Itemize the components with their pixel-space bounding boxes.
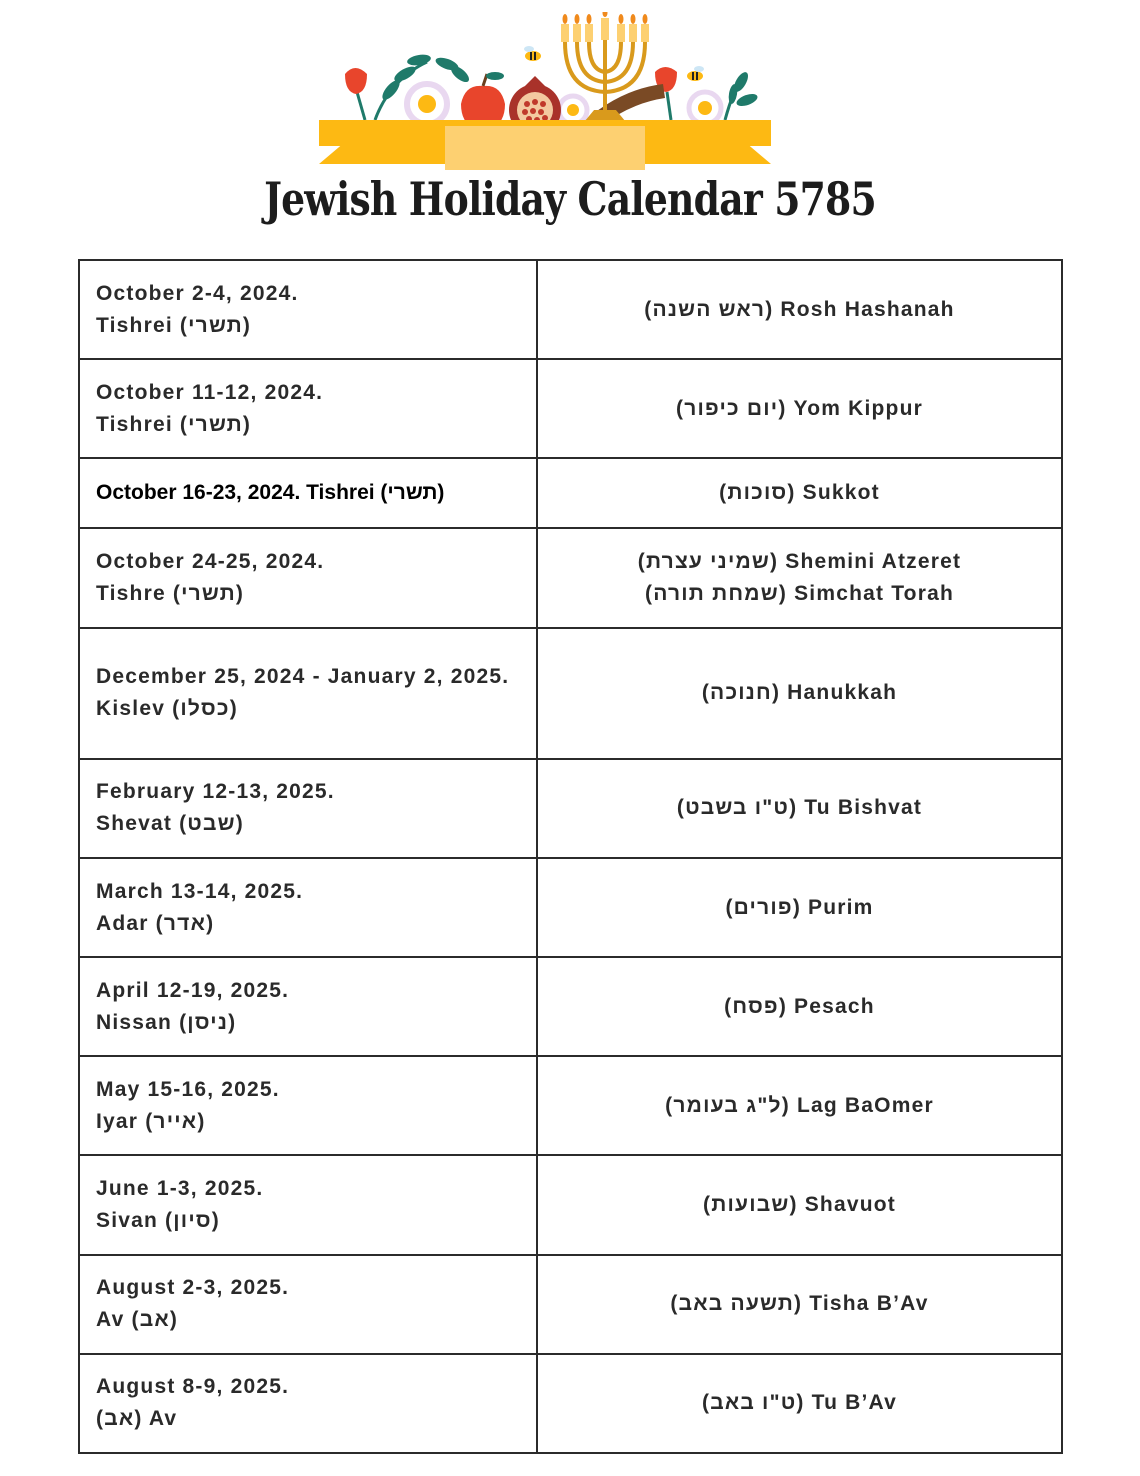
holiday-name: (שמיני עצרת) Shemini Atzeret	[637, 550, 962, 573]
holiday-name: (פסח) Pesach	[724, 994, 875, 1018]
table-row	[79, 458, 1062, 528]
holiday-name-cell	[537, 1155, 1062, 1254]
table-row	[79, 957, 1062, 1056]
holiday-calendar-table	[78, 259, 1063, 1454]
holiday-name-cell	[537, 1056, 1062, 1155]
holiday-date-cell: October 24-25, 2024. Tishre (תשרי)	[79, 528, 537, 627]
holiday-name: (שבועות) Shavuot	[703, 1193, 896, 1216]
holiday-name: (ט"ו בשבט) Tu Bishvat	[676, 796, 923, 820]
holiday-date-cell: October 16-23, 2024. Tishrei (תשרי)	[79, 458, 537, 528]
holiday-name-cell	[537, 528, 1062, 627]
daisy-flower-icon	[407, 84, 447, 124]
holiday-name: (סוכות) Sukkot	[719, 481, 880, 505]
table-row	[79, 858, 1062, 957]
table-row	[79, 359, 1062, 458]
holiday-name-cell	[537, 1354, 1062, 1453]
table-row	[79, 260, 1062, 359]
holiday-name-cell	[537, 759, 1062, 858]
table-row	[79, 628, 1062, 759]
holiday-date-cell: August 2-3, 2025. Av (אב)	[79, 1255, 537, 1354]
holiday-date-cell: October 11-12, 2024. Tishrei (תשרי)	[79, 359, 537, 458]
table-row	[79, 1056, 1062, 1155]
holiday-date-cell: August 8-9, 2025. (אב) Av	[79, 1354, 537, 1453]
table-row	[79, 1354, 1062, 1453]
table-row	[79, 759, 1062, 858]
holiday-name: (יום כיפור) Yom Kippur	[676, 396, 923, 420]
holiday-date-cell: March 13-14, 2025. Adar (אדר)	[79, 858, 537, 957]
bee-icon	[524, 46, 541, 61]
daisy-flower-icon	[559, 96, 587, 124]
holiday-name: (שמחת תורה) Simchat Torah	[645, 582, 954, 605]
holiday-date-cell: February 12-13, 2025. Shevat (שבט)	[79, 759, 537, 858]
table-row	[79, 528, 1062, 627]
candle-icon	[561, 18, 649, 42]
holiday-name-cell	[537, 957, 1062, 1056]
tulip-icon	[345, 68, 367, 120]
holiday-name: (ל"ג בעומר) Lag BaOmer	[665, 1093, 934, 1117]
holiday-name-cell	[537, 628, 1062, 759]
holiday-name-cell	[537, 1255, 1062, 1354]
ribbon-center-panel	[445, 126, 645, 170]
holiday-date-cell: October 2-4, 2024. Tishrei (תשרי)	[79, 260, 537, 359]
holiday-name-cell	[537, 359, 1062, 458]
holiday-name-cell	[537, 858, 1062, 957]
holiday-date-cell: December 25, 2024 - January 2, 2025. Kislev (כסלו)	[79, 628, 537, 759]
table-row	[79, 1255, 1062, 1354]
holiday-name: (תשעה באב) Tisha B’Av	[670, 1292, 929, 1316]
bee-icon	[687, 66, 704, 81]
leaf-branch-icon	[725, 70, 759, 120]
daisy-flower-icon	[689, 92, 721, 124]
holiday-date-cell: June 1-3, 2025. Sivan (סיון)	[79, 1155, 537, 1254]
holiday-date-cell: May 15-16, 2025. Iyar (אייר)	[79, 1056, 537, 1155]
holiday-name: (ראש השנה) Rosh Hashanah	[644, 297, 955, 321]
holiday-name: (פורים) Purim	[725, 895, 874, 919]
holiday-name: (ט"ו באב) Tu B’Av	[701, 1391, 897, 1415]
table-row	[79, 1155, 1062, 1254]
holiday-banner-illustration	[315, 12, 775, 170]
holiday-name-cell	[537, 260, 1062, 359]
page-title: Jewish Holiday Calendar 5785	[264, 172, 876, 226]
holiday-name-cell	[537, 458, 1062, 528]
holiday-date-cell: April 12-19, 2025. Nissan (ניסן)	[79, 957, 537, 1056]
holiday-name: (חנוכה) Hanukkah	[701, 681, 898, 705]
